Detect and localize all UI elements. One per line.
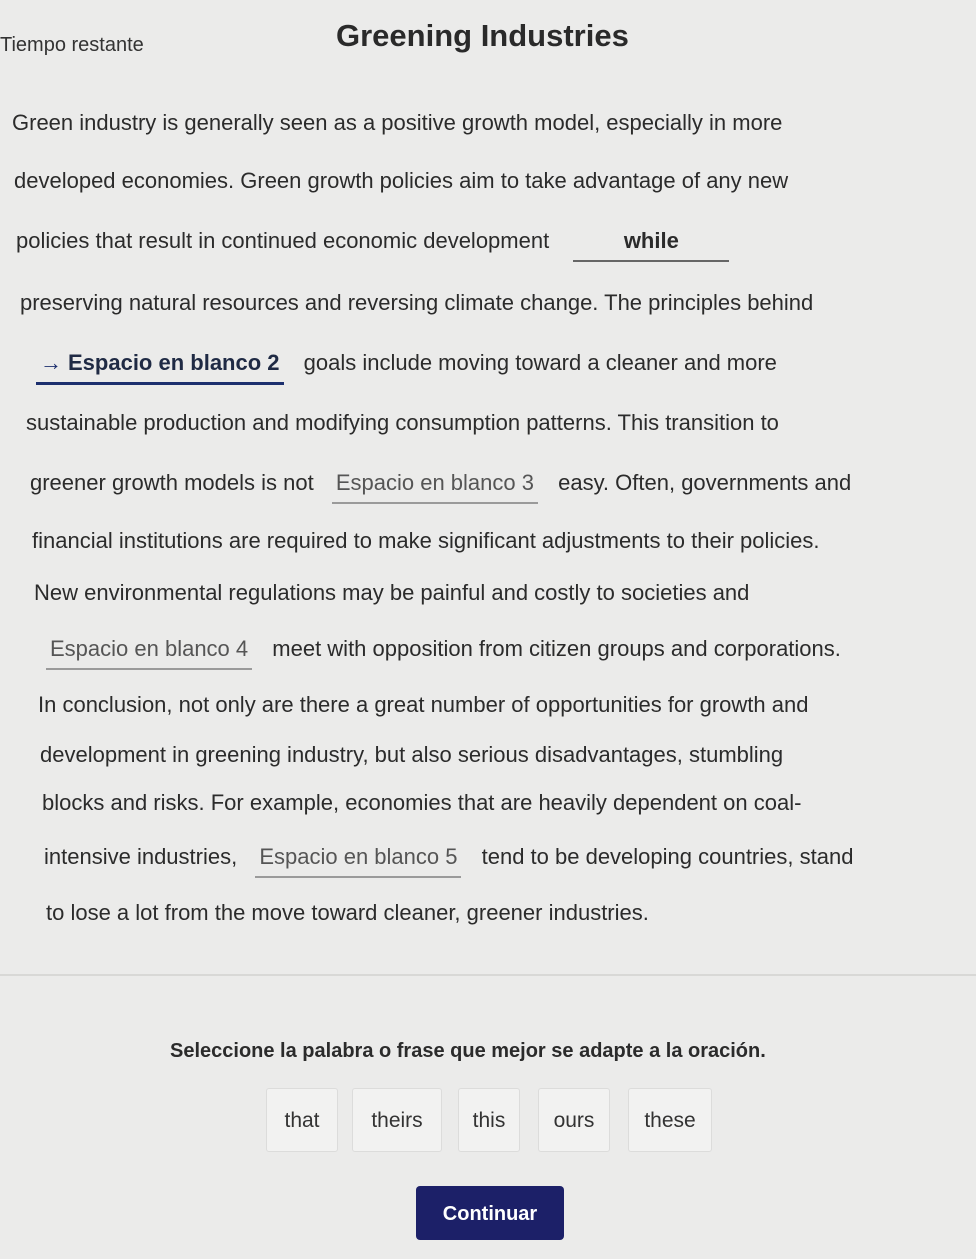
passage-line-14 — [44, 844, 853, 878]
continue-button[interactable]: Continuar — [416, 1186, 564, 1240]
passage-text: goals include moving toward a cleaner and more — [303, 350, 777, 375]
blank-2[interactable] — [36, 350, 284, 385]
passage-line-6: sustainable production and modifying consumption patterns. This transition to — [26, 410, 779, 435]
option-this[interactable]: this — [458, 1088, 520, 1152]
time-remaining-label: Tiempo restante — [0, 34, 144, 56]
passage-line-1: Green industry is generally seen as a positive growth model, especially in more — [12, 110, 783, 135]
blank-3[interactable]: Espacio en blanco 3 — [332, 470, 538, 504]
passage-line-15: to lose a lot from the move toward cleaner, greener industries. — [46, 900, 649, 925]
page-title: Greening Industries — [336, 18, 629, 53]
passage-line-13: blocks and risks. For example, economies that are heavily dependent on coal- — [42, 790, 802, 815]
blank-4[interactable]: Espacio en blanco 4 — [46, 636, 252, 670]
passage-text: easy. Often, governments and — [558, 470, 852, 495]
passage-line-5 — [36, 350, 777, 385]
passage-text: policies that result in continued economic development — [16, 228, 550, 253]
passage-line-2: developed economies. Green growth policies aim to take advantage of any new — [14, 168, 789, 193]
passage-text: intensive industries, — [44, 844, 238, 869]
blank-1[interactable]: while — [573, 228, 729, 262]
arrow-right-icon: → — [40, 350, 62, 375]
divider — [0, 974, 976, 976]
option-ours[interactable]: ours — [538, 1088, 610, 1152]
passage-line-7 — [30, 470, 851, 504]
passage-line-8: financial institutions are required to make significant adjustments to their policies. — [32, 528, 820, 553]
passage-line-9: New environmental regulations may be painful and costly to societies and — [34, 580, 750, 605]
passage-line-3 — [16, 228, 729, 262]
header — [0, 0, 976, 80]
option-these[interactable]: these — [628, 1088, 712, 1152]
passage-line-12: development in greening industry, but also serious disadvantages, stumbling — [40, 742, 784, 767]
answer-options — [0, 1088, 976, 1152]
blank-2-label: Espacio en blanco 2 — [68, 350, 280, 375]
passage-text: meet with opposition from citizen groups and corporations. — [272, 636, 841, 661]
option-theirs[interactable]: theirs — [352, 1088, 442, 1152]
option-that[interactable]: that — [266, 1088, 338, 1152]
passage-line-4: preserving natural resources and reversing climate change. The principles behind — [20, 290, 814, 315]
blank-5[interactable]: Espacio en blanco 5 — [255, 844, 461, 878]
passage-line-11: In conclusion, not only are there a great number of opportunities for growth and — [38, 692, 809, 717]
passage-text: tend to be developing countries, stand — [481, 844, 854, 869]
question-instruction: Seleccione la palabra o frase que mejor se adapte a la oración. — [170, 1040, 766, 1062]
passage-line-10 — [46, 636, 841, 670]
passage-text: greener growth models is not — [30, 470, 314, 495]
